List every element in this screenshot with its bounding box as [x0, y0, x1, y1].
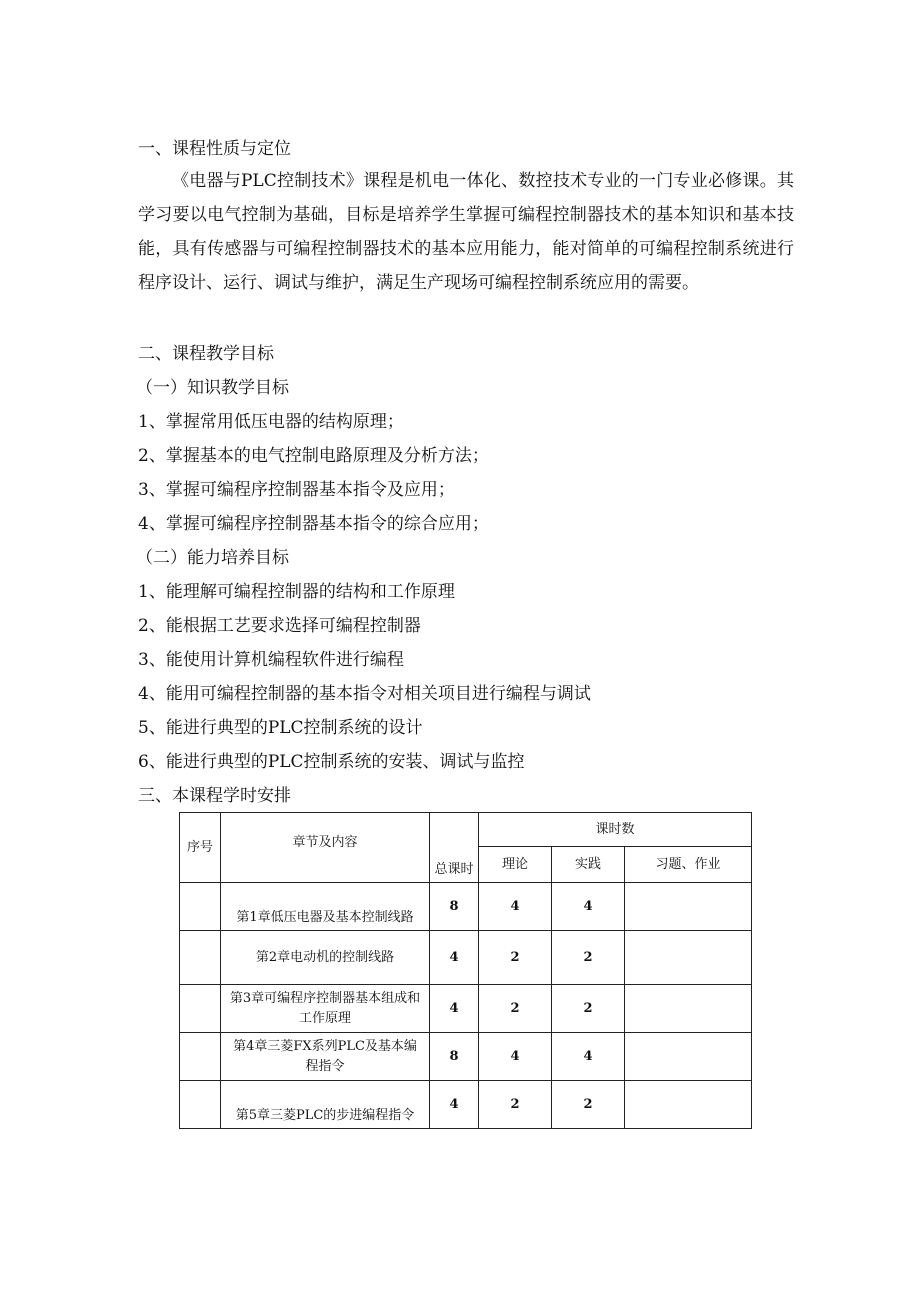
course-hours-table: [179, 812, 752, 1129]
header-total: 总课时: [430, 813, 479, 883]
row-chapter: 第3章可编程序控制器基本组成和工作原理: [221, 985, 430, 1033]
knowledge-goal-item: 1、掌握常用低压电器的结构原理；: [138, 412, 404, 432]
row-seq: [180, 1081, 221, 1129]
knowledge-goal-item: 2、掌握基本的电气控制电路原理及分析方法；: [138, 446, 489, 466]
row-theory: 2: [479, 931, 552, 985]
row-theory: 4: [479, 1033, 552, 1081]
ability-goal-item: 4、能用可编程控制器的基本指令对相关项目进行编程与调试: [138, 684, 591, 704]
row-homework: [625, 883, 752, 931]
row-practice: 2: [552, 1081, 625, 1129]
row-chapter: 第4章三菱FX系列PLC及基本编程指令: [221, 1033, 430, 1081]
row-practice: 2: [552, 985, 625, 1033]
section1-heading: 一、课程性质与定位: [138, 139, 291, 159]
ability-goal-item: 2、能根据工艺要求选择可编程控制器: [138, 616, 421, 636]
ability-goal-item: 3、能使用计算机编程软件进行编程: [138, 650, 404, 670]
row-seq: [180, 931, 221, 985]
row-chapter: 第5章三菱PLC的步进编程指令: [221, 1081, 430, 1129]
ability-goal-item: 1、能理解可编程控制器的结构和工作原理: [138, 582, 455, 602]
ability-goal-item: 5、能进行典型的PLC控制系统的设计: [138, 718, 423, 738]
row-total: 4: [430, 931, 479, 985]
section1-paragraph: 《电器与PLC控制技术》课程是机电一体化、数控技术专业的一门专业必修课。其学习要以电气控制为基础，目标是培养学生掌握可编程控制器技术的基本知识和基本技能，具有传感器与可编程控制器技术的基本应用能力，能对简单的可编程控制系统进行程序设计、运行、调试与维护，满足生产现场可编程控制系统应用的需要。: [138, 171, 794, 293]
ability-goals-heading: （二）能力培养目标: [136, 548, 289, 568]
knowledge-goal-item: 3、掌握可编程序控制器基本指令及应用；: [138, 480, 455, 500]
table-header-row: [180, 813, 752, 847]
knowledge-goal-item: 4、掌握可编程序控制器基本指令的综合应用；: [138, 514, 489, 534]
table-row: [180, 1081, 752, 1129]
row-homework: [625, 1033, 752, 1081]
row-seq: [180, 1033, 221, 1081]
row-practice: 2: [552, 931, 625, 985]
header-theory: 理论: [479, 847, 552, 883]
row-theory: 2: [479, 1081, 552, 1129]
row-total: 4: [430, 1081, 479, 1129]
row-seq: [180, 985, 221, 1033]
row-practice: 4: [552, 883, 625, 931]
table-row: [180, 931, 752, 985]
header-chapter: 章节及内容: [221, 813, 430, 883]
row-theory: 2: [479, 985, 552, 1033]
header-seq: 序号: [180, 813, 221, 883]
row-homework: [625, 931, 752, 985]
row-theory: 4: [479, 883, 552, 931]
row-homework: [625, 985, 752, 1033]
knowledge-goals-heading: （一）知识教学目标: [136, 378, 289, 398]
table-row: [180, 1033, 752, 1081]
row-total: 8: [430, 883, 479, 931]
ability-goal-item: 6、能进行典型的PLC控制系统的安装、调试与监控: [138, 752, 525, 772]
header-homework: 习题、作业: [625, 847, 752, 883]
table-row: [180, 985, 752, 1033]
row-total: 4: [430, 985, 479, 1033]
header-hours-group: 课时数: [479, 813, 752, 847]
row-homework: [625, 1081, 752, 1129]
row-seq: [180, 883, 221, 931]
section3-heading: 三、本课程学时安排: [138, 786, 291, 806]
row-chapter: 第2章电动机的控制线路: [221, 931, 430, 985]
table-row: [180, 883, 752, 931]
header-practice: 实践: [552, 847, 625, 883]
row-practice: 4: [552, 1033, 625, 1081]
section2-heading: 二、课程教学目标: [138, 344, 274, 364]
row-total: 8: [430, 1033, 479, 1081]
row-chapter: 第1章低压电器及基本控制线路: [221, 883, 430, 931]
